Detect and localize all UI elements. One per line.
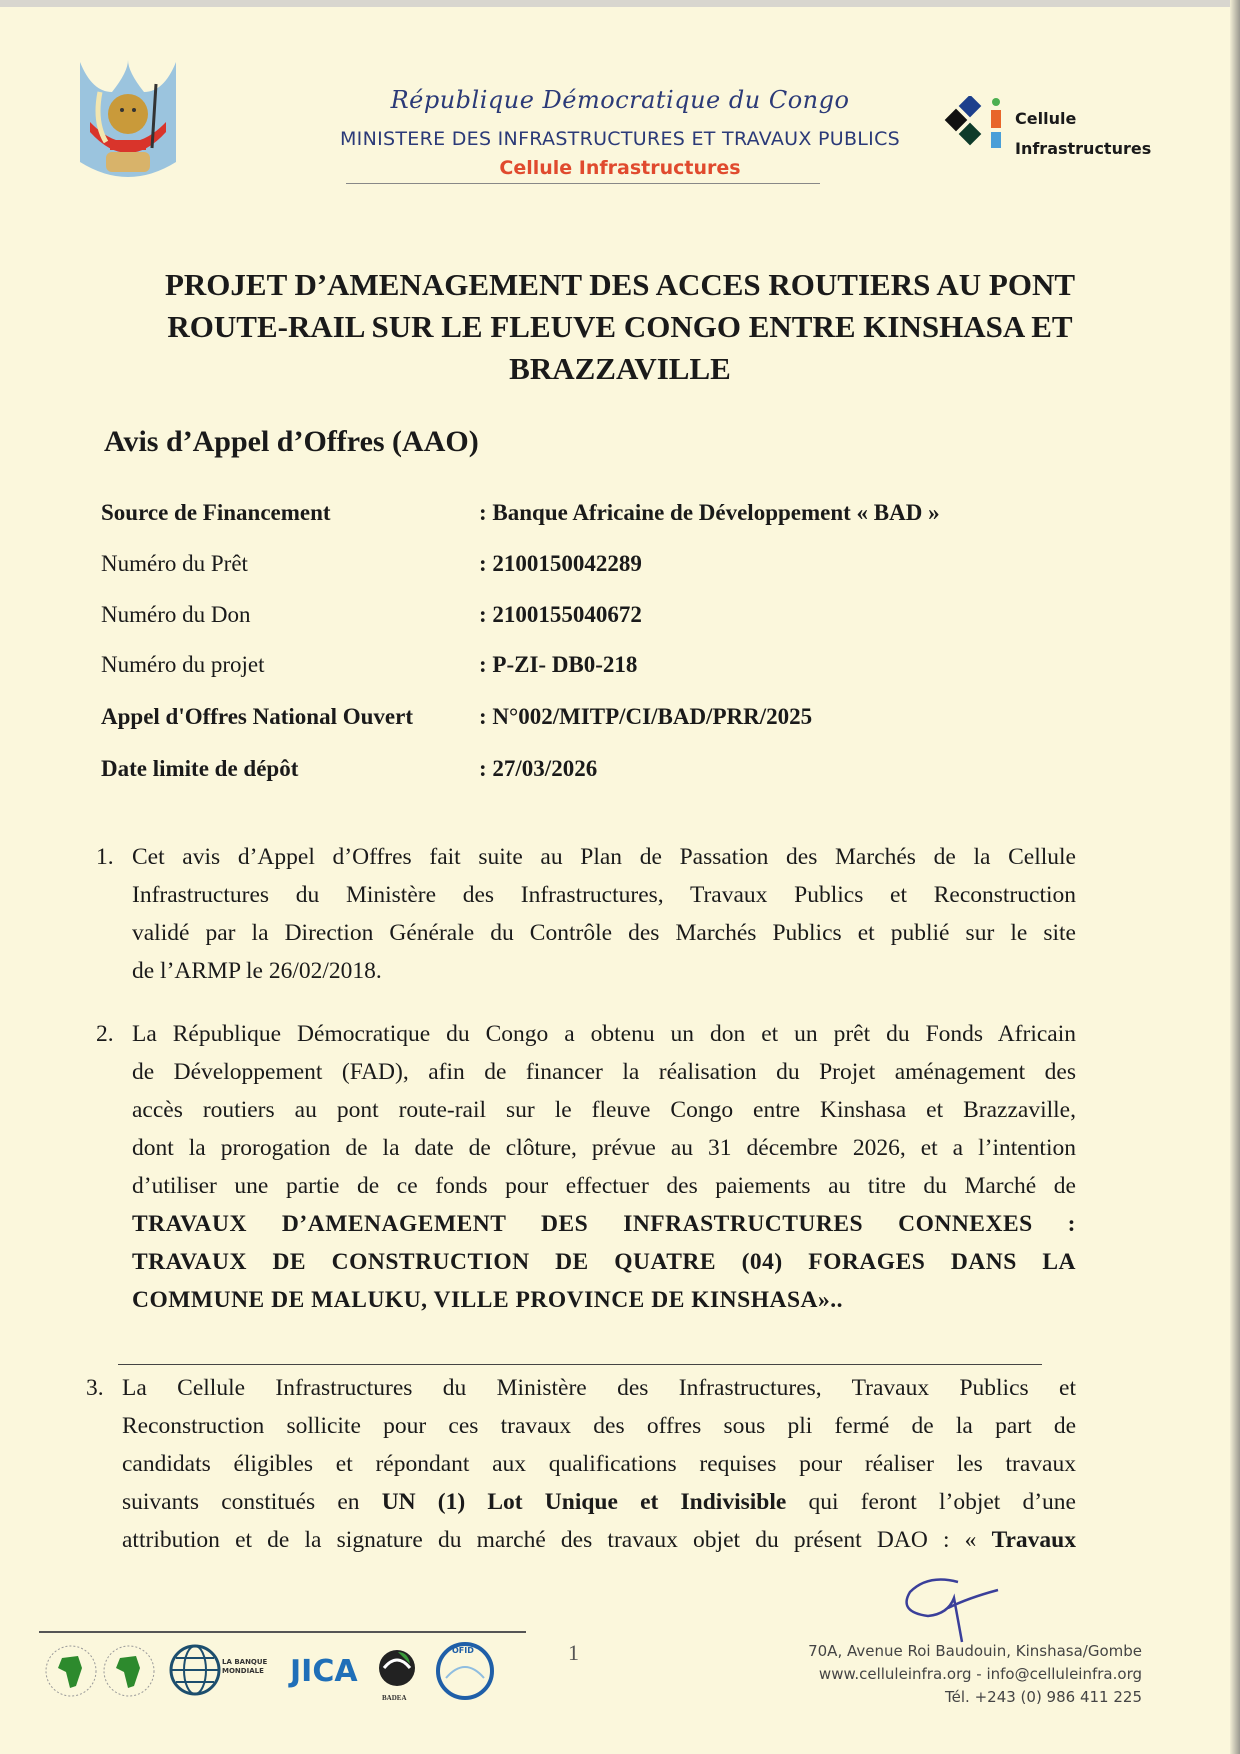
- text-run: suivants constitués en: [122, 1489, 382, 1515]
- paragraph-line: [122, 1483, 1076, 1521]
- jica-logo: JICA: [290, 1654, 358, 1689]
- afdb-logo: [44, 1642, 98, 1700]
- text-run-bold: Travaux: [991, 1527, 1076, 1553]
- info-value: : 27/03/2026: [479, 756, 598, 781]
- adf-logo: [102, 1642, 156, 1700]
- handwritten-signature: [888, 1568, 1008, 1648]
- info-row-grant: [101, 602, 642, 628]
- footer-divider: [39, 1631, 526, 1633]
- paragraph-line: validé par la Direction Générale du Contrôle des Marchés Publics et publié sur le site: [132, 920, 1076, 946]
- paragraph-line-bold: COMMUNE DE MALUKU, VILLE PROVINCE DE KINSHASA»..: [132, 1287, 843, 1313]
- info-row-deadline: [101, 756, 597, 782]
- cellule-infrastructures-logo-text: [1015, 104, 1151, 164]
- unit-name: Cellule Infrastructures: [499, 157, 741, 179]
- logo-line1: Cellule: [1015, 109, 1077, 128]
- paragraph-number: 1.: [96, 844, 114, 870]
- paragraph-line: La Cellule Infrastructures du Ministère des Infrastructures, Travaux Publics et: [122, 1375, 1076, 1401]
- footer-phone: Tél. +243 (0) 986 411 225: [945, 1688, 1142, 1706]
- paragraph-line: de l’ARMP le 26/02/2018.: [132, 958, 382, 984]
- text-run: attribution et de la signature du marché des travaux objet du présent DAO : «: [122, 1527, 992, 1553]
- info-label: Numéro du Don: [101, 602, 251, 627]
- paragraph-1: [96, 838, 1076, 990]
- paragraph-line: Infrastructures du Ministère des Infrastructures, Travaux Publics et Reconstruction: [132, 882, 1076, 908]
- info-row-loan: [101, 551, 642, 577]
- footer-web-email: www.celluleinfra.org - info@celluleinfra.org: [818, 1665, 1142, 1683]
- badea-label: BADEA: [382, 1694, 407, 1702]
- info-value: : 2100150042289: [479, 551, 642, 576]
- project-title: [100, 264, 1140, 390]
- paragraph-3: [86, 1369, 1076, 1559]
- paragraph-line: de Développement (FAD), afin de financer la réalisation du Projet aménagement des: [132, 1059, 1076, 1085]
- info-row-tender: [101, 704, 812, 730]
- paragraph-line: dont la prorogation de la date de clôture, prévue au 31 décembre 2026, et a l’intention: [132, 1135, 1076, 1161]
- scan-top-edge: [0, 0, 1240, 7]
- header-divider: [346, 183, 820, 184]
- paragraph-line-bold: TRAVAUX DE CONSTRUCTION DE QUATRE (04) FORAGES DANS LA: [132, 1249, 1076, 1275]
- footer-contact: [808, 1640, 1142, 1709]
- paragraph-line: La République Démocratique du Congo a obtenu un don et un prêt du Fonds Africain: [132, 1021, 1076, 1047]
- info-value: : 2100155040672: [479, 602, 642, 627]
- paragraph-line-bold: TRAVAUX D’AMENAGEMENT DES INFRASTRUCTURES CONNEXES :: [132, 1211, 1076, 1237]
- info-label: Date limite de dépôt: [101, 756, 299, 781]
- info-label: Numéro du projet: [101, 652, 265, 677]
- text-run: qui feront l’objet d’une: [786, 1489, 1076, 1515]
- scan-right-edge: [1230, 0, 1240, 1754]
- paragraph-number: 2.: [96, 1021, 114, 1047]
- lot-emphasis: UN (1) Lot Unique et Indivisible: [381, 1489, 787, 1515]
- info-label: Appel d'Offres National Ouvert: [101, 704, 413, 729]
- info-value: : Banque Africaine de Développement « BAD »: [479, 500, 940, 525]
- page-number: 1: [568, 1640, 579, 1665]
- info-value: : P-ZI- DB0-218: [479, 652, 638, 677]
- logo-line2: Infrastructures: [1015, 139, 1152, 158]
- country-name: République Démocratique du Congo: [390, 86, 850, 114]
- title-line: ROUTE-RAIL SUR LE FLEUVE CONGO ENTRE KINSHASA ET: [167, 309, 1073, 344]
- paragraph-number: 3.: [86, 1375, 104, 1401]
- paragraph-line: candidats éligibles et répondant aux qualifications requises pour réaliser les travaux: [122, 1451, 1076, 1477]
- title-line: BRAZZAVILLE: [509, 351, 731, 386]
- info-value: : N°002/MITP/CI/BAD/PRR/2025: [479, 704, 813, 729]
- cellule-infrastructures-logo-mark: [944, 96, 1004, 156]
- paragraph-line: Cet avis d’Appel d’Offres fait suite au Plan de Passation des Marchés de la Cellule: [132, 844, 1076, 870]
- world-bank-label: LA BANQUE MONDIALE: [222, 1658, 268, 1675]
- paragraph-line: Reconstruction sollicite pour ces travaux des offres sous pli fermé de la part de: [122, 1413, 1076, 1439]
- paragraph-2: [96, 1015, 1076, 1319]
- info-row-source: [101, 500, 940, 526]
- info-label: Numéro du Prêt: [101, 551, 248, 576]
- paragraph-line: accès routiers au pont route-rail sur le fleuve Congo entre Kinshasa et Brazzaville,: [132, 1097, 1076, 1123]
- info-row-project: [101, 652, 637, 678]
- notice-subtitle: Avis d’Appel d’Offres (AAO): [104, 425, 479, 458]
- ministry-name: MINISTERE DES INFRASTRUCTURES ET TRAVAUX PUBLICS: [339, 128, 901, 150]
- info-label: Source de Financement: [101, 500, 331, 525]
- section-divider: [118, 1364, 1042, 1365]
- paragraph-line: d’utiliser une partie de ce fonds pour effectuer des paiements au titre du Marché de: [132, 1173, 1076, 1199]
- footer-address: 70A, Avenue Roi Baudouin, Kinshasa/Gombe: [808, 1642, 1142, 1660]
- title-line: PROJET D’AMENAGEMENT DES ACCES ROUTIERS AU PONT: [164, 267, 1076, 302]
- partner-logos: [44, 1636, 514, 1706]
- ofid-label: OFID: [452, 1646, 474, 1655]
- world-bank-logo: [168, 1638, 222, 1702]
- paragraph-line: [122, 1521, 1076, 1559]
